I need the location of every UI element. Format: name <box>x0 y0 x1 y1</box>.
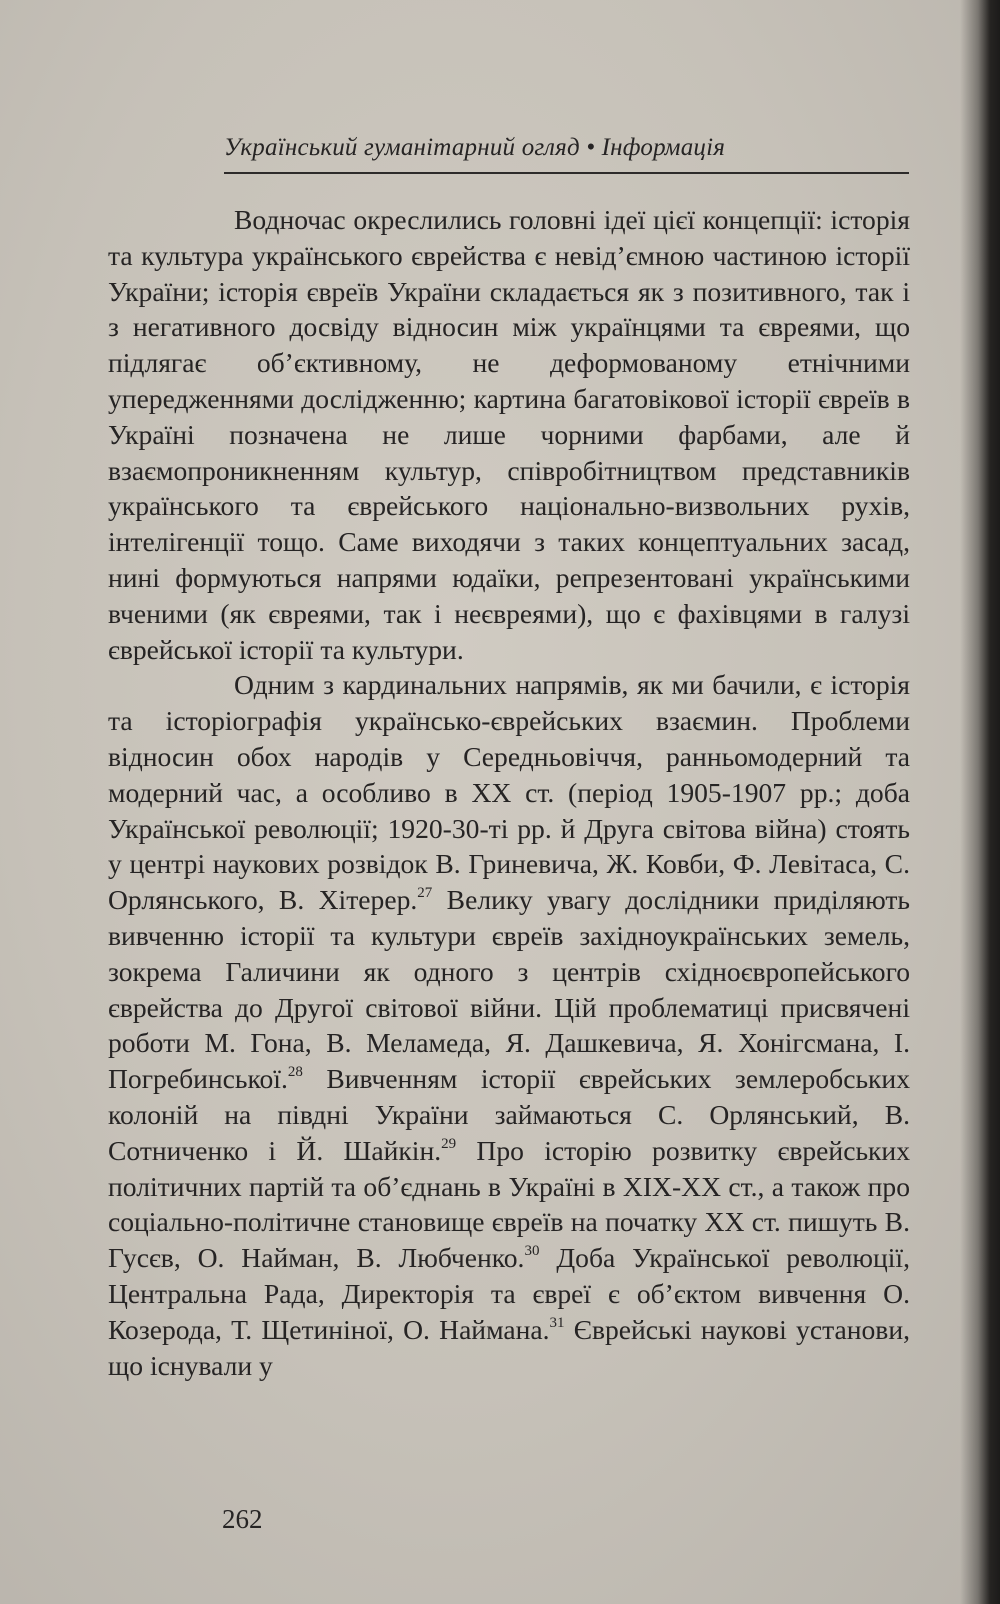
paragraph-2 <box>108 667 910 1383</box>
paragraph-1: Водночас окреслились головні ідеї цієї концепції: історія та культура українського єврейства є невід’ємною частиною історії України; історія євреїв України складається як з позитивного, так і з негативного досвіду відносин між українцями та євреями, що підлягає об’єктивному, не деформованому етнічними упередженнями дослідженню; картина багатовікової історії євреїв в Україні позначена не лише чорними фарбами, але й взаємопроникненням культур, співробітництвом представників українського та єврейського національно-визвольних рухів, інтелігенції тощо. Саме виходячи з таких концептуальних засад, нині формуються напрями юдаїки, репрезентовані українськими вченими (як євреями, так і неєвреями), що є фахівцями в галузі єврейської історії та культури. <box>108 204 910 665</box>
book-gutter-shadow <box>960 0 1000 1604</box>
header-rule <box>224 172 909 174</box>
footnote-marker-28: 28 <box>287 1064 303 1081</box>
footnote-marker-29: 29 <box>441 1135 457 1152</box>
paragraph-2-text: Про історію розвитку єврейських політичних партій та об’єднань в Україні в ХІХ-ХХ ст., а також про соціально-політичне становище євреїв на початку ХХ ст. пишуть В. Гусєв, О. Найман, В. Любченко. <box>108 1134 910 1274</box>
footnote-marker-31: 31 <box>549 1314 565 1331</box>
footnote-marker-27: 27 <box>417 885 433 902</box>
paragraph-2-text: Велику увагу дослідники приділяють вивченню історії та культури євреїв західноукраїнських земель, зокрема Галичини як одного з центрів східноєвропейського єврейства до Другої світової війни. Цій проблематиці присвячені роботи М. Гона, В. Меламеда, Я. Дашкевича, Я. Хонігсмана, І. Погребинської. <box>108 884 911 1095</box>
footnote-marker-30: 30 <box>524 1243 540 1260</box>
paragraph-2-text: Єврейські наукові установи, що існували у <box>108 1313 910 1381</box>
running-header: Український гуманітарний огляд • Інформація <box>224 134 726 161</box>
page-number: 262 <box>222 1504 263 1534</box>
body-text <box>108 202 910 1383</box>
paragraph-2-text: Доба Української революції, Центральна Рада, Директорія та євреї є об’єктом вивчення О. Козерода, Т. Щетиніної, О. Наймана. <box>108 1242 910 1345</box>
paragraph-2-text: Одним з кардинальних напрямів, як ми бачили, є історія та історіографія українсько-єврейських взаємин. Проблеми відносин обох народів у Середньовіччя, ранньомодерний та модерний час, а особливо в ХХ ст. (період 1905-1907 рр.; доба Української революції; 1920-30-ті рр. й Друга світова війна) стоять у центрі наукових розвідок В. Гриневича, Ж. Ковби, Ф. Левітаса, С. Орлянського, В. Хітерер. <box>108 669 910 916</box>
paragraph-2-text: Вивченням історії єврейських землеробських колоній на півдні України займаються С. Орлянський, В. Сотниченко і Й. Шайкін. <box>108 1063 910 1166</box>
